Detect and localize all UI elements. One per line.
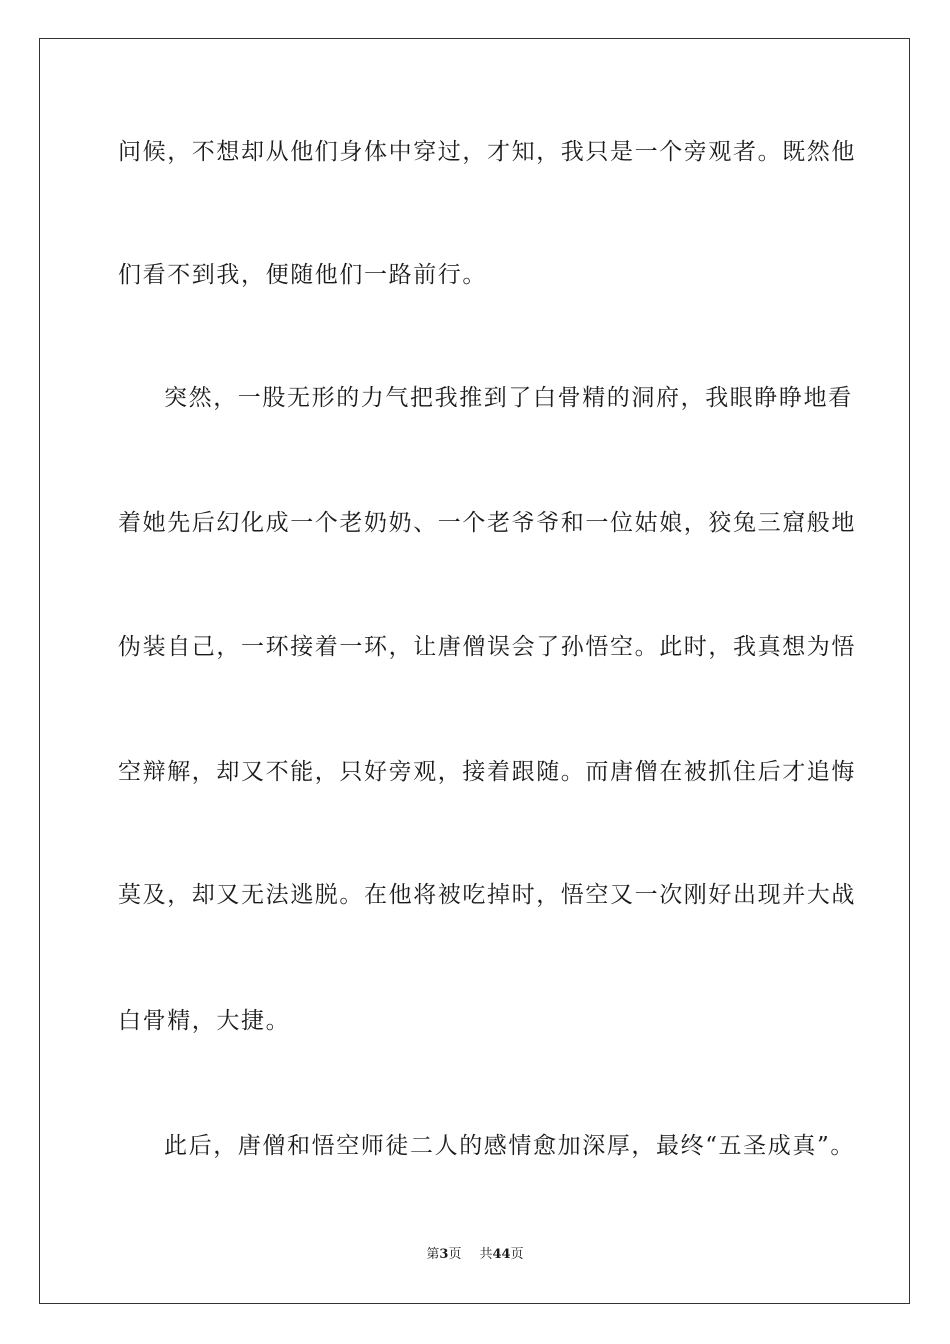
text-line: 问候，不想却从他们身体中穿过，才知，我只是一个旁观者。既然他: [118, 139, 856, 165]
text-line: 伪装自己，一环接着一环，让唐僧误会了孙悟空。此时，我真想为悟: [118, 634, 856, 660]
total-pages: 44: [492, 1247, 511, 1262]
total-prefix: 共: [479, 1247, 493, 1262]
page-suffix: 页: [448, 1247, 462, 1262]
text-line: 着她先后幻化成一个老奶奶、一个老爷爷和一位姑娘，狡兔三窟般地: [118, 510, 856, 536]
text-line: 莫及，却又无法逃脱。在他将被吃掉时，悟空又一次刚好出现并大战: [118, 882, 856, 908]
text-line: 此后，唐僧和悟空师徒二人的感情愈加深厚，最终“五圣成真”。: [164, 1133, 855, 1159]
total-suffix: 页: [510, 1247, 524, 1262]
page-prefix: 第: [426, 1247, 440, 1262]
text-line: 空辩解，却又不能，只好旁观，接着跟随。而唐僧在被抓住后才追悔: [118, 759, 856, 785]
page-footer: [0, 1247, 950, 1263]
page-border: [39, 38, 910, 1304]
text-line: 突然，一股无形的力气把我推到了白骨精的洞府，我眼睁睁地看: [164, 385, 853, 411]
page-number: 3: [439, 1247, 449, 1262]
text-line: 们看不到我，便随他们一路前行。: [118, 262, 487, 288]
text-line: 白骨精，大捷。: [118, 1008, 291, 1034]
